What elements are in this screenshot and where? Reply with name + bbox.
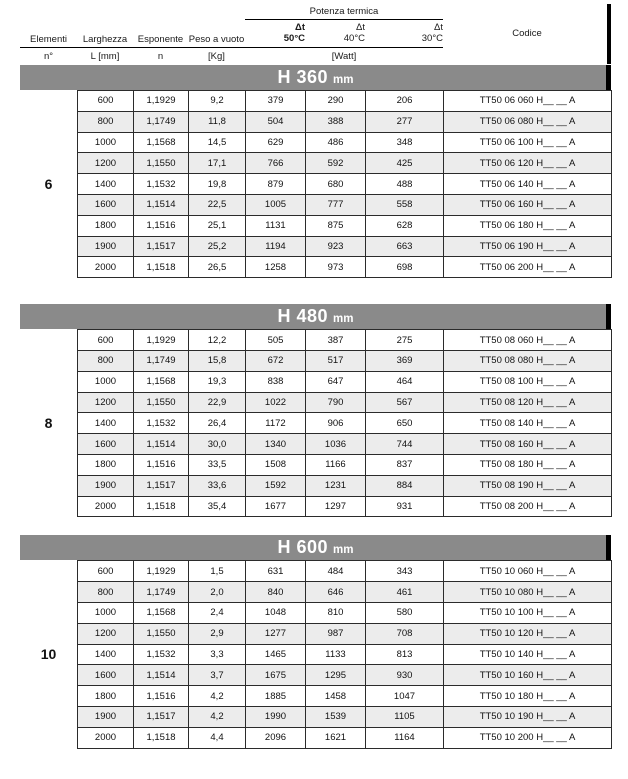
cell-esponente: 1,1518 — [134, 257, 189, 278]
table-row — [78, 602, 612, 623]
cell-esponente: 1,1749 — [134, 111, 189, 132]
cell-dt30: 663 — [366, 236, 444, 257]
cell-codice: TT50 10 160 H__ __ A — [444, 665, 612, 686]
cell-dt30: 348 — [366, 132, 444, 153]
cell-larghezza: 600 — [78, 91, 134, 112]
dt-30-symbol: Δt — [434, 21, 443, 33]
cell-esponente: 1,1550 — [134, 392, 189, 413]
table-row — [78, 153, 612, 174]
cell-dt40: 1539 — [306, 706, 366, 727]
table-row — [78, 644, 612, 665]
data-block — [20, 90, 611, 278]
dt-40-temp: 40°C — [343, 32, 365, 44]
cell-esponente: 1,1532 — [134, 174, 189, 195]
cell-esponente: 1,1517 — [134, 475, 189, 496]
cell-esponente: 1,1514 — [134, 434, 189, 455]
table-row — [78, 257, 612, 278]
cell-dt50: 379 — [246, 91, 306, 112]
cell-peso: 2,4 — [189, 602, 246, 623]
dt-30-temp: 30°C — [421, 32, 443, 44]
data-block — [20, 329, 611, 517]
cell-dt30: 698 — [366, 257, 444, 278]
header-dt-30 — [365, 20, 443, 48]
cell-dt30: 206 — [366, 91, 444, 112]
cell-dt40: 1166 — [306, 454, 366, 475]
cell-dt50: 1508 — [246, 454, 306, 475]
band-edge-cap — [606, 535, 611, 560]
cell-larghezza: 1800 — [78, 686, 134, 707]
cell-dt30: 369 — [366, 350, 444, 371]
cell-peso: 9,2 — [189, 91, 246, 112]
cell-codice: TT50 06 180 H__ __ A — [444, 215, 612, 236]
table-row — [78, 434, 612, 455]
header-watt-unit: [Watt] — [331, 50, 357, 62]
cell-dt50: 505 — [246, 330, 306, 351]
cell-esponente: 1,1550 — [134, 153, 189, 174]
cell-peso: 4,4 — [189, 727, 246, 748]
cell-dt30: 708 — [366, 623, 444, 644]
cell-dt50: 504 — [246, 111, 306, 132]
header-dt-40 — [305, 20, 365, 48]
cell-codice: TT50 08 200 H__ __ A — [444, 496, 612, 517]
cell-codice: TT50 06 160 H__ __ A — [444, 194, 612, 215]
cell-larghezza: 1600 — [78, 194, 134, 215]
cell-dt50: 1172 — [246, 413, 306, 434]
cell-dt40: 973 — [306, 257, 366, 278]
header-elementi: Elementi — [20, 20, 77, 48]
cell-esponente: 1,1517 — [134, 706, 189, 727]
cell-dt40: 646 — [306, 582, 366, 603]
cell-larghezza: 600 — [78, 561, 134, 582]
cell-esponente: 1,1516 — [134, 454, 189, 475]
cell-dt50: 629 — [246, 132, 306, 153]
cell-dt40: 1621 — [306, 727, 366, 748]
radiator-data-table — [77, 90, 612, 278]
cell-larghezza: 1900 — [78, 475, 134, 496]
dt-50-temp: 50°C — [283, 32, 305, 44]
cell-dt30: 837 — [366, 454, 444, 475]
band-title: H 600 — [277, 537, 329, 558]
cell-dt30: 884 — [366, 475, 444, 496]
table-row — [78, 236, 612, 257]
table-row — [78, 413, 612, 434]
cell-peso: 26,4 — [189, 413, 246, 434]
cell-codice: TT50 08 060 H__ __ A — [444, 330, 612, 351]
dt-40-symbol: Δt — [356, 21, 365, 33]
cell-larghezza: 1200 — [78, 392, 134, 413]
cell-dt50: 1465 — [246, 644, 306, 665]
cell-codice: TT50 06 140 H__ __ A — [444, 174, 612, 195]
cell-dt50: 1258 — [246, 257, 306, 278]
header-elementi-unit: n° — [43, 50, 54, 62]
cell-codice: TT50 10 200 H__ __ A — [444, 727, 612, 748]
cell-codice: TT50 08 100 H__ __ A — [444, 371, 612, 392]
cell-peso: 25,2 — [189, 236, 246, 257]
header-larghezza: Larghezza — [77, 20, 133, 48]
cell-dt30: 425 — [366, 153, 444, 174]
band-unit: mm — [333, 73, 354, 86]
cell-dt40: 810 — [306, 602, 366, 623]
cell-dt40: 923 — [306, 236, 366, 257]
cell-codice: TT50 08 180 H__ __ A — [444, 454, 612, 475]
cell-esponente: 1,1568 — [134, 602, 189, 623]
cell-dt40: 387 — [306, 330, 366, 351]
cell-peso: 22,9 — [189, 392, 246, 413]
cell-peso: 35,4 — [189, 496, 246, 517]
cell-dt30: 744 — [366, 434, 444, 455]
cell-dt40: 647 — [306, 371, 366, 392]
cell-dt50: 1277 — [246, 623, 306, 644]
cell-dt30: 275 — [366, 330, 444, 351]
cell-larghezza: 2000 — [78, 727, 134, 748]
cell-esponente: 1,1516 — [134, 686, 189, 707]
data-block — [20, 560, 611, 748]
table-row — [78, 727, 612, 748]
cell-dt40: 290 — [306, 91, 366, 112]
cell-peso: 4,2 — [189, 686, 246, 707]
section-h480 — [20, 304, 611, 517]
cell-peso: 1,5 — [189, 561, 246, 582]
band-title: H 480 — [277, 306, 329, 327]
cell-dt50: 672 — [246, 350, 306, 371]
cell-dt30: 567 — [366, 392, 444, 413]
cell-dt30: 580 — [366, 602, 444, 623]
table-row — [78, 623, 612, 644]
cell-codice: TT50 08 190 H__ __ A — [444, 475, 612, 496]
cell-codice: TT50 10 120 H__ __ A — [444, 623, 612, 644]
cell-esponente: 1,1568 — [134, 132, 189, 153]
radiator-data-table — [77, 329, 612, 517]
cell-dt40: 486 — [306, 132, 366, 153]
cell-peso: 26,5 — [189, 257, 246, 278]
cell-dt40: 1231 — [306, 475, 366, 496]
cell-esponente: 1,1929 — [134, 561, 189, 582]
cell-esponente: 1,1514 — [134, 194, 189, 215]
cell-dt30: 930 — [366, 665, 444, 686]
cell-larghezza: 1000 — [78, 132, 134, 153]
cell-dt50: 1022 — [246, 392, 306, 413]
cell-dt40: 517 — [306, 350, 366, 371]
cell-dt40: 1458 — [306, 686, 366, 707]
table-row — [78, 686, 612, 707]
cell-codice: TT50 06 100 H__ __ A — [444, 132, 612, 153]
cell-larghezza: 1000 — [78, 602, 134, 623]
cell-dt40: 680 — [306, 174, 366, 195]
cell-esponente: 1,1929 — [134, 91, 189, 112]
cell-esponente: 1,1749 — [134, 350, 189, 371]
cell-peso: 33,6 — [189, 475, 246, 496]
cell-larghezza: 1600 — [78, 434, 134, 455]
cell-larghezza: 1900 — [78, 706, 134, 727]
cell-peso: 2,0 — [189, 582, 246, 603]
table-content — [20, 4, 611, 749]
cell-esponente: 1,1518 — [134, 496, 189, 517]
header-larghezza-unit: L [mm] — [90, 50, 120, 62]
cell-peso: 3,3 — [189, 644, 246, 665]
table-row — [78, 392, 612, 413]
cell-dt30: 931 — [366, 496, 444, 517]
header-dt-50 — [245, 20, 305, 48]
cell-larghezza: 1800 — [78, 454, 134, 475]
cell-peso: 14,5 — [189, 132, 246, 153]
cell-dt30: 488 — [366, 174, 444, 195]
cell-esponente: 1,1532 — [134, 413, 189, 434]
elementi-count: 8 — [44, 415, 53, 432]
cell-esponente: 1,1568 — [134, 371, 189, 392]
section-band-h480 — [20, 304, 611, 329]
table-row — [78, 111, 612, 132]
cell-dt40: 592 — [306, 153, 366, 174]
cell-codice: TT50 08 120 H__ __ A — [444, 392, 612, 413]
cell-larghezza: 800 — [78, 582, 134, 603]
cell-larghezza: 800 — [78, 350, 134, 371]
cell-larghezza: 1200 — [78, 153, 134, 174]
cell-codice: TT50 08 140 H__ __ A — [444, 413, 612, 434]
band-edge-cap — [606, 304, 611, 329]
cell-codice: TT50 06 060 H__ __ A — [444, 91, 612, 112]
cell-esponente: 1,1516 — [134, 215, 189, 236]
cell-codice: TT50 06 120 H__ __ A — [444, 153, 612, 174]
cell-dt50: 840 — [246, 582, 306, 603]
cell-larghezza: 1800 — [78, 215, 134, 236]
header-peso-a-vuoto: Peso a vuoto — [188, 20, 245, 48]
table-row — [78, 475, 612, 496]
cell-codice: TT50 10 190 H__ __ A — [444, 706, 612, 727]
cell-peso: 4,2 — [189, 706, 246, 727]
cell-dt50: 1005 — [246, 194, 306, 215]
table-header — [20, 4, 611, 62]
cell-peso: 15,8 — [189, 350, 246, 371]
radiator-data-table — [77, 560, 612, 748]
band-unit: mm — [333, 543, 354, 556]
cell-esponente: 1,1749 — [134, 582, 189, 603]
cell-dt50: 1048 — [246, 602, 306, 623]
table-row — [78, 371, 612, 392]
cell-dt40: 1133 — [306, 644, 366, 665]
cell-larghezza: 1400 — [78, 174, 134, 195]
table-row — [78, 132, 612, 153]
cell-esponente: 1,1514 — [134, 665, 189, 686]
cell-codice: TT50 06 190 H__ __ A — [444, 236, 612, 257]
table-row — [78, 454, 612, 475]
cell-dt40: 1295 — [306, 665, 366, 686]
table-row — [78, 706, 612, 727]
cell-dt50: 766 — [246, 153, 306, 174]
elementi-count: 6 — [44, 176, 53, 193]
band-title: H 360 — [277, 67, 329, 87]
cell-larghezza: 2000 — [78, 257, 134, 278]
table-row — [78, 496, 612, 517]
cell-codice: TT50 10 080 H__ __ A — [444, 582, 612, 603]
cell-larghezza: 1600 — [78, 665, 134, 686]
cell-dt40: 1036 — [306, 434, 366, 455]
cell-dt40: 1297 — [306, 496, 366, 517]
header-esponente-unit: n — [157, 50, 164, 62]
dt-50-symbol: Δt — [295, 21, 305, 33]
cell-larghezza: 1000 — [78, 371, 134, 392]
cell-larghezza: 600 — [78, 330, 134, 351]
cell-peso: 30,0 — [189, 434, 246, 455]
table-row — [78, 350, 612, 371]
table-row — [78, 665, 612, 686]
cell-peso: 11,8 — [189, 111, 246, 132]
cell-dt30: 277 — [366, 111, 444, 132]
section-band-h360 — [20, 65, 611, 90]
cell-peso: 22,5 — [189, 194, 246, 215]
cell-dt40: 790 — [306, 392, 366, 413]
cell-larghezza: 800 — [78, 111, 134, 132]
cell-dt30: 464 — [366, 371, 444, 392]
cell-dt40: 875 — [306, 215, 366, 236]
header-peso-unit: [Kg] — [208, 50, 225, 62]
band-unit: mm — [333, 312, 354, 325]
cell-codice: TT50 06 200 H__ __ A — [444, 257, 612, 278]
cell-larghezza: 1200 — [78, 623, 134, 644]
section-band-h600 — [20, 535, 611, 560]
table-row — [78, 91, 612, 112]
table-row — [78, 194, 612, 215]
cell-esponente: 1,1550 — [134, 623, 189, 644]
cell-dt50: 1340 — [246, 434, 306, 455]
band-edge-cap — [606, 65, 611, 90]
cell-dt30: 1105 — [366, 706, 444, 727]
cell-peso: 12,2 — [189, 330, 246, 351]
cell-dt30: 813 — [366, 644, 444, 665]
cell-peso: 25,1 — [189, 215, 246, 236]
cell-esponente: 1,1518 — [134, 727, 189, 748]
cell-codice: TT50 08 080 H__ __ A — [444, 350, 612, 371]
header-esponente: Esponente — [133, 20, 188, 48]
cell-dt40: 388 — [306, 111, 366, 132]
cell-esponente: 1,1929 — [134, 330, 189, 351]
cell-dt30: 343 — [366, 561, 444, 582]
cell-dt30: 650 — [366, 413, 444, 434]
cell-dt30: 628 — [366, 215, 444, 236]
cell-larghezza: 1400 — [78, 413, 134, 434]
cell-dt50: 1885 — [246, 686, 306, 707]
header-codice: Codice — [512, 27, 542, 39]
cell-dt30: 1047 — [366, 686, 444, 707]
cell-codice: TT50 10 100 H__ __ A — [444, 602, 612, 623]
cell-dt50: 1131 — [246, 215, 306, 236]
cell-peso: 19,8 — [189, 174, 246, 195]
cell-larghezza: 1400 — [78, 644, 134, 665]
cell-dt50: 879 — [246, 174, 306, 195]
cell-larghezza: 1900 — [78, 236, 134, 257]
section-h600 — [20, 535, 611, 748]
cell-dt30: 558 — [366, 194, 444, 215]
cell-dt50: 1677 — [246, 496, 306, 517]
table-row — [78, 582, 612, 603]
cell-dt40: 484 — [306, 561, 366, 582]
cell-dt50: 2096 — [246, 727, 306, 748]
cell-codice: TT50 06 080 H__ __ A — [444, 111, 612, 132]
elementi-count: 10 — [40, 646, 57, 663]
table-row — [78, 174, 612, 195]
cell-dt50: 1675 — [246, 665, 306, 686]
cell-dt50: 1990 — [246, 706, 306, 727]
cell-peso: 33,5 — [189, 454, 246, 475]
cell-peso: 17,1 — [189, 153, 246, 174]
cell-dt50: 1592 — [246, 475, 306, 496]
section-h360 — [20, 65, 611, 278]
cell-esponente: 1,1517 — [134, 236, 189, 257]
cell-larghezza: 2000 — [78, 496, 134, 517]
cell-codice: TT50 10 180 H__ __ A — [444, 686, 612, 707]
cell-dt50: 1194 — [246, 236, 306, 257]
cell-peso: 2,9 — [189, 623, 246, 644]
cell-peso: 19,3 — [189, 371, 246, 392]
cell-peso: 3,7 — [189, 665, 246, 686]
header-potenza-termica: Potenza termica — [245, 4, 443, 20]
cell-dt40: 906 — [306, 413, 366, 434]
cell-esponente: 1,1532 — [134, 644, 189, 665]
table-row — [78, 330, 612, 351]
cell-codice: TT50 08 160 H__ __ A — [444, 434, 612, 455]
cell-codice: TT50 10 060 H__ __ A — [444, 561, 612, 582]
cell-dt50: 838 — [246, 371, 306, 392]
cell-codice: TT50 10 140 H__ __ A — [444, 644, 612, 665]
table-row — [78, 215, 612, 236]
cell-dt30: 1164 — [366, 727, 444, 748]
cell-dt50: 631 — [246, 561, 306, 582]
cell-dt30: 461 — [366, 582, 444, 603]
cell-dt40: 987 — [306, 623, 366, 644]
cell-dt40: 777 — [306, 194, 366, 215]
table-row — [78, 561, 612, 582]
